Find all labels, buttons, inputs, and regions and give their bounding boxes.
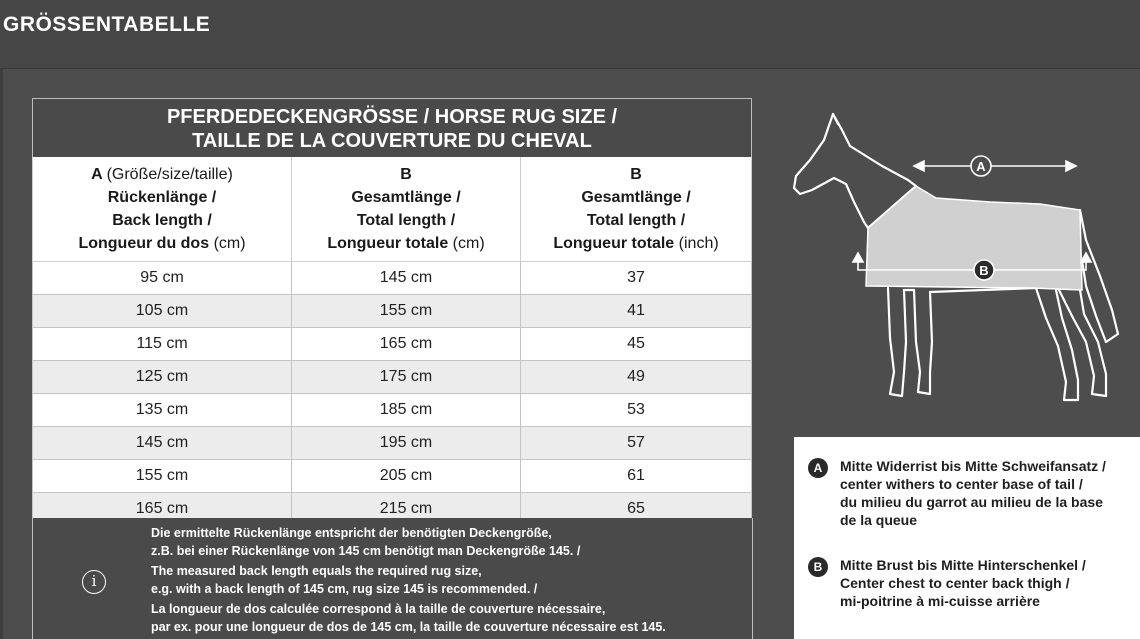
legend-line: center withers to center base of tail /	[840, 476, 1083, 492]
note-text	[151, 525, 741, 639]
column-header-back-length	[33, 157, 292, 262]
info-icon: i	[82, 570, 106, 594]
note-line: e.g. with a back length of 145 cm, rug size 145 is recommended. /	[151, 581, 538, 596]
column-label-line: Longueur totale	[553, 235, 675, 252]
note-paragraph-en	[151, 563, 741, 598]
size-table	[32, 98, 752, 526]
column-unit: (cm)	[452, 235, 485, 252]
label-b-text: B	[979, 263, 989, 278]
cell-total-length-cm: 205 cm	[292, 460, 521, 493]
horse-rug	[866, 186, 1082, 290]
table-row	[33, 394, 752, 427]
cell-total-length-cm: 175 cm	[292, 361, 521, 394]
horse-ear	[833, 114, 838, 124]
note-paragraph-de	[151, 525, 741, 560]
table-row	[33, 295, 752, 328]
arrowhead-up-icon	[1081, 253, 1091, 262]
column-header-total-length-cm	[292, 157, 521, 262]
cell-back-length: 135 cm	[33, 394, 292, 427]
column-letter: B	[630, 166, 642, 183]
table-row	[33, 460, 752, 493]
legend-badge-b: B	[808, 557, 828, 577]
legend-text-a	[840, 457, 1140, 529]
note-line: Die ermittelte Rückenlänge entspricht der benötigten Deckengröße,	[151, 526, 552, 540]
column-header-total-length-inch	[521, 157, 752, 262]
note-paragraph-fr	[151, 601, 741, 636]
legend-line: du milieu du garrot au milieu de la base	[840, 494, 1103, 510]
note-line: La longueur de dos calculée correspond à la taille de couverture nécessaire,	[151, 602, 606, 616]
legend-line: de la queue	[840, 512, 918, 528]
column-label-line: Total length /	[356, 212, 456, 229]
table-title-row	[33, 99, 752, 158]
label-a-text: A	[976, 159, 986, 174]
cell-total-length-inch: 57	[521, 427, 752, 460]
horse-front-leg-2	[914, 290, 932, 394]
horse-rug-diagram	[790, 110, 1130, 410]
legend-line: Mitte Widerrist bis Mitte Schweifansatz /	[840, 458, 1106, 474]
cell-total-length-inch: 61	[521, 460, 752, 493]
column-label-line: Longueur totale	[327, 235, 449, 252]
cell-back-length: 145 cm	[33, 427, 292, 460]
cell-back-length: 105 cm	[33, 295, 292, 328]
table-row	[33, 262, 752, 295]
column-unit: (inch)	[678, 235, 719, 252]
column-unit: (cm)	[213, 235, 246, 252]
note-line: The measured back length equals the required rug size,	[151, 564, 482, 578]
cell-total-length-inch: 49	[521, 361, 752, 394]
measurement-legend	[794, 437, 1140, 639]
cell-back-length: 155 cm	[33, 460, 292, 493]
horse-hind-leg-1	[1036, 288, 1078, 400]
table-header-row	[33, 157, 752, 262]
size-note	[32, 518, 753, 639]
legend-line: mi-poitrine à mi-cuisse arrière	[840, 593, 1040, 609]
column-label-line: Gesamtlänge /	[581, 189, 691, 206]
column-letter: B	[400, 166, 412, 183]
page-title: GRÖSSENTABELLE	[3, 13, 211, 36]
horse-front-leg-1	[888, 288, 906, 396]
cell-back-length: 95 cm	[33, 262, 292, 295]
arrowhead-left-icon	[914, 161, 924, 171]
table-row	[33, 361, 752, 394]
cell-total-length-inch: 53	[521, 394, 752, 427]
arrowhead-right-icon	[1066, 161, 1076, 171]
cell-back-length: 125 cm	[33, 361, 292, 394]
cell-total-length-inch: 37	[521, 262, 752, 295]
note-line: z.B. bei einer Rückenlänge von 145 cm benötigt man Deckengröße 145. /	[151, 543, 581, 558]
cell-back-length: 115 cm	[33, 328, 292, 361]
legend-badge-a: A	[808, 458, 828, 478]
cell-total-length-cm: 165 cm	[292, 328, 521, 361]
column-label-line: Rückenlänge /	[107, 189, 217, 206]
table-title-line: TAILLE DE LA COUVERTURE DU CHEVAL	[192, 130, 592, 152]
legend-line: Mitte Brust bis Mitte Hinterschenkel /	[840, 557, 1086, 573]
table-title-line: PFERDEDECKENGRÖSSE / HORSE RUG SIZE /	[166, 106, 618, 128]
column-letter: A	[91, 166, 103, 183]
cell-total-length-inch: 65	[521, 493, 752, 526]
cell-total-length-cm: 185 cm	[292, 394, 521, 427]
column-label-line: Total length /	[586, 212, 686, 229]
legend-line: Center chest to center back thigh /	[840, 575, 1070, 591]
column-letter-note: (Größe/size/taille)	[106, 166, 233, 183]
legend-text-b	[840, 556, 1140, 610]
table-row	[33, 328, 752, 361]
cell-total-length-cm: 215 cm	[292, 493, 521, 526]
column-label-line: Back length /	[112, 212, 212, 229]
cell-total-length-cm: 145 cm	[292, 262, 521, 295]
page-header	[0, 0, 1140, 69]
cell-total-length-inch: 41	[521, 295, 752, 328]
note-line: par ex. pour une longueur de dos de 145 cm, la taille de couverture nécessaire est 145.	[151, 619, 666, 634]
column-label-line: Gesamtlänge /	[351, 189, 461, 206]
cell-total-length-cm: 195 cm	[292, 427, 521, 460]
table-row	[33, 427, 752, 460]
cell-back-length: 165 cm	[33, 493, 292, 526]
cell-total-length-inch: 45	[521, 328, 752, 361]
cell-total-length-cm: 155 cm	[292, 295, 521, 328]
horse-tail	[1080, 210, 1118, 342]
horse-belly	[904, 288, 1036, 292]
arrowhead-up-icon	[853, 253, 863, 262]
column-label-line: Longueur du dos	[78, 235, 210, 252]
table-title	[33, 99, 752, 158]
